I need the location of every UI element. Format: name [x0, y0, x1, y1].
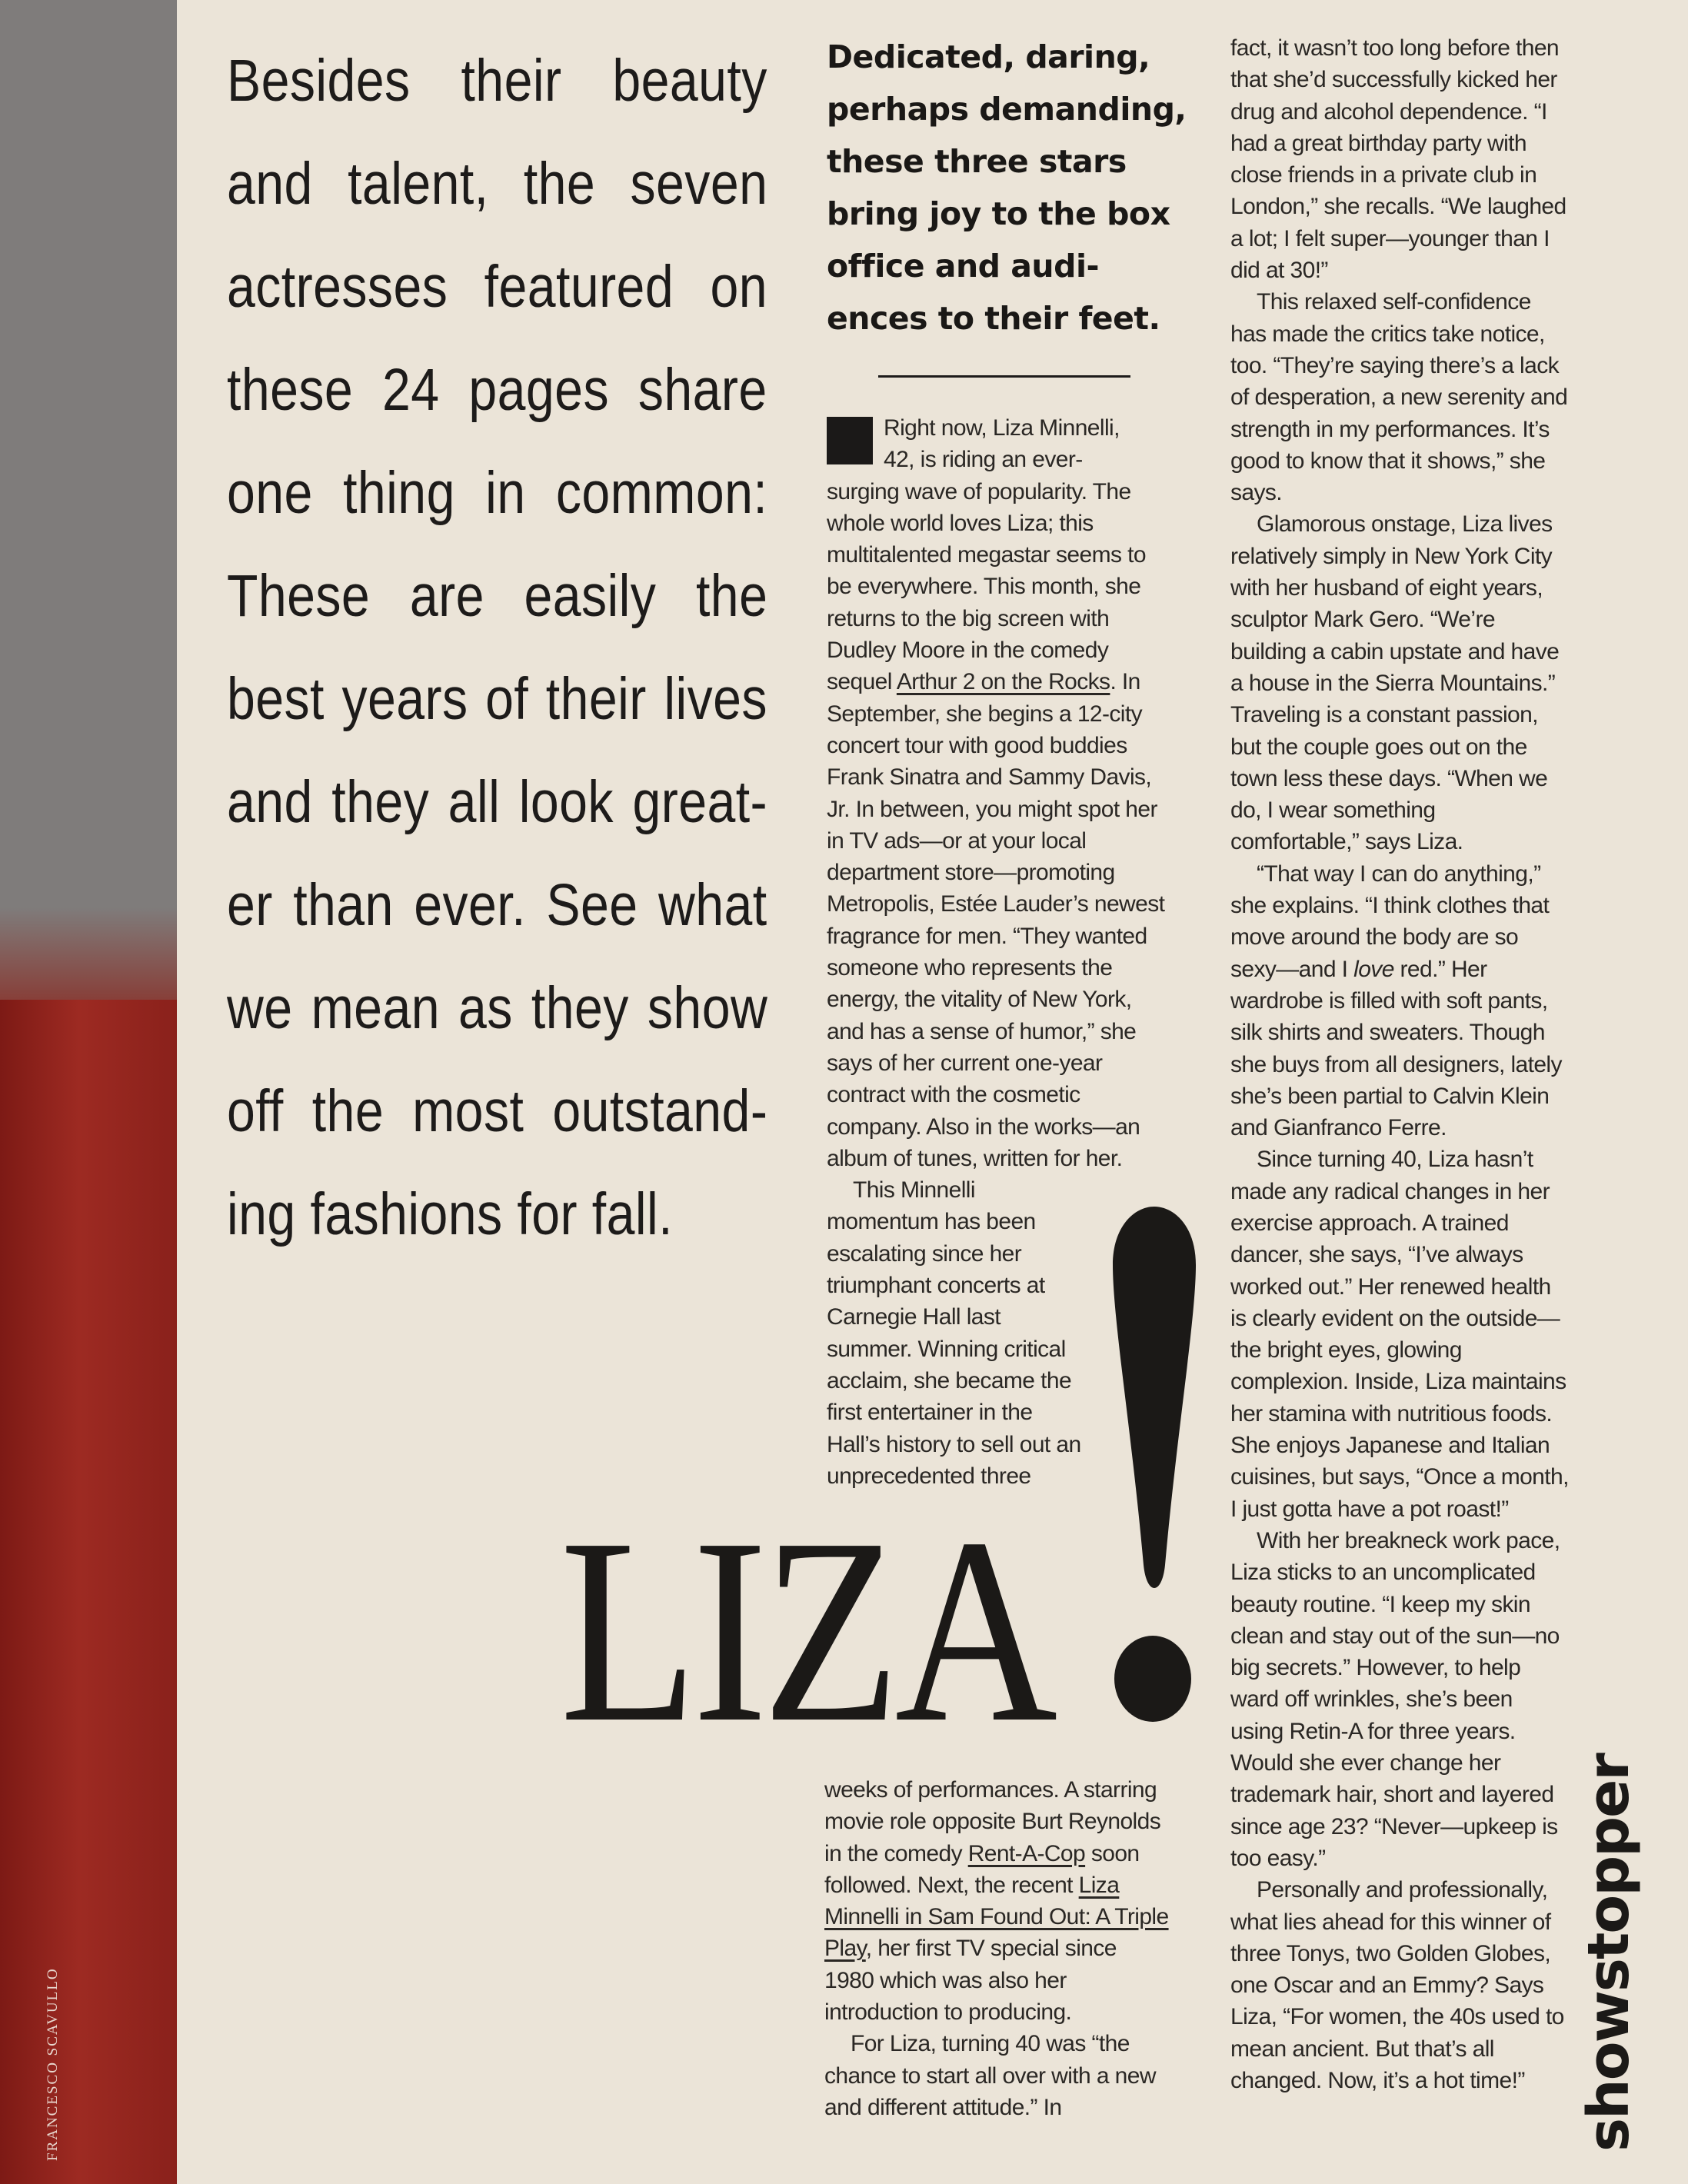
intro-line: Besides their beauty	[227, 48, 767, 114]
article-paragraph: Right now, Liza Minnelli, 42, is riding an ever- surging wave of popularity. The whole world loves Liza; this multitalented megastar seems to be everywhere. This month, she returns to the big screen with Dudley Moore in the comedy sequel Arthur 2 on the Rocks. In September, she begins a 12-city concert tour with good buddies Frank Sinatra and Sammy Davis, Jr. In between, you might spot her in TV ads—or at your local department store—promoting Metropolis, Estée Lauder’s newest fragrance for men. “They wanted someone who represents the energy, the vitality of New York, and has a sense of humor,” she says of her current one-year contract with the cosmetic company. Also in the works—an album of tunes, written for her.	[827, 415, 1165, 1171]
photo-credit	[45, 1846, 68, 2169]
intro-deck	[227, 29, 768, 1266]
film-title: Rent-A-Cop	[967, 1840, 1086, 1866]
photo-gray-background	[0, 0, 177, 992]
article-paragraph: “That way I can do anything,” she explains. “I think clothes that move around the body are so sexy—and I love red.” Her wardrobe is filled with soft pants, silk shirts and sweaters. Though she buys from all designers, lately she’s been partial to Calvin Klein and Gianfranco Ferre.	[1230, 861, 1562, 1141]
photo-red-garment	[0, 1000, 177, 2184]
article-column-right	[1230, 32, 1569, 2096]
article-paragraph: Since turning 40, Liza hasn’t made any radical changes in her exercise approach. A trained dancer, she says, “I’ve always worked out.” Her renewed health is clearly evident on the outside—the bright eyes, glowing complexion. Inside, Liza maintains her stamina with nutritious foods. She enjoys Japanese and Italian cuisines, but says, “Once a month, I just gotta have a pot roast!”	[1230, 1147, 1569, 1522]
intro-line: best years of their lives	[227, 666, 767, 732]
drop-cap-square	[827, 417, 873, 464]
subhead-line: perhaps demanding,	[827, 91, 1187, 128]
intro-line: these 24 pages share	[227, 357, 767, 423]
intro-line: we mean as they show	[227, 975, 768, 1041]
tv-special-title: Liza Minnelli in Sam Found Out: A Triple Play	[824, 1872, 1169, 1962]
intro-line: actresses featured on	[227, 254, 767, 320]
subhead	[827, 31, 1188, 345]
subhead-line: ences to their feet.	[827, 300, 1160, 337]
intro-line: one thing in common:	[227, 460, 768, 526]
article-paragraph: Personally and professionally, what lies ahead for this winner of three Tonys, two Golden Globes, one Oscar and an Emmy? Says Liza, “For women, the 40s used to mean ancient. But that’s all changed. Now, it’s a hot time!”	[1230, 1877, 1564, 2093]
article-paragraph: fact, it wasn’t too long before then that she’d successfully kicked her drug and alcohol dependence. “I had a great birthday party with close friends in a private club in London,” she recalls. “We laughed a lot; I felt super—younger than I did at 30!”	[1230, 35, 1566, 284]
article-paragraph: Glamorous onstage, Liza lives relatively simply in New York City with her husband of eight years, sculptor Mark Gero. “We’re building a cabin upstate and have a house in the Sierra Mountains.” Traveling is a constant passion, but the couple goes out on the town less these days. “When we do, I wear something comfortable,” says Liza.	[1230, 511, 1560, 855]
intro-line: and they all look great-	[227, 769, 768, 835]
article-paragraph: This Minnelli momentum has been escalating since her triumphant concerts at Carnegie Hall last summer. Winning critical acclaim, she became the first entertainer in the Hall’s history to sell out an unprecedented three	[827, 1177, 1081, 1489]
section-label-text: showstopper	[1576, 1754, 1642, 2152]
article-paragraph: This relaxed self-confidence has made the critics take notice, too. “They’re saying there’s a lack of desperation, a new serenity and strength in my performances. It’s good to know that it shows,” she says.	[1230, 289, 1568, 506]
subhead-line: these three stars	[827, 143, 1127, 180]
intro-line: These are easily the	[227, 563, 768, 629]
section-label	[1565, 1754, 1650, 2153]
exclamation-mark-graphic	[1104, 1204, 1204, 1734]
intro-line: off the most outstand-	[227, 1078, 768, 1144]
film-title: Arthur 2 on the Rocks	[896, 669, 1110, 695]
article-column-middle-bottom	[824, 1774, 1169, 2123]
headline: LIZA	[560, 1483, 1053, 1777]
intro-line: and talent, the seven	[227, 151, 768, 217]
article-paragraph: For Liza, turning 40 was “the chance to start all over with a new and different attitude.” In	[824, 2031, 1156, 2120]
subhead-line: Dedicated, daring,	[827, 38, 1150, 75]
article-paragraph: weeks of performances. A starring movie role opposite Burt Reynolds in the comedy Rent-A-Cop soon followed. Next, the recent Liza Minnelli in Sam Found Out: A Triple Play, her first TV special since 1980 which was also her introduction to producing.	[824, 1777, 1169, 2026]
intro-line: ing fashions for fall.	[227, 1181, 674, 1247]
subhead-divider	[878, 375, 1130, 378]
article-paragraph: With her breakneck work pace, Liza sticks to an uncomplicated beauty routine. “I keep my skin clean and stay out of the sun—no big secrets.” However, to help ward off wrinkles, she’s been using Retin-A for three years. Would she ever change her trademark hair, short and layered since age 23? “Never—upkeep is too easy.”	[1230, 1527, 1560, 1871]
subhead-line: office and audi-	[827, 248, 1100, 285]
cover-photo-strip	[0, 0, 177, 2184]
intro-line: er than ever. See what	[227, 872, 767, 938]
subhead-line: bring joy to the box	[827, 195, 1170, 232]
photo-credit-text: FRANCESCO SCAVULLO	[45, 1967, 61, 2161]
